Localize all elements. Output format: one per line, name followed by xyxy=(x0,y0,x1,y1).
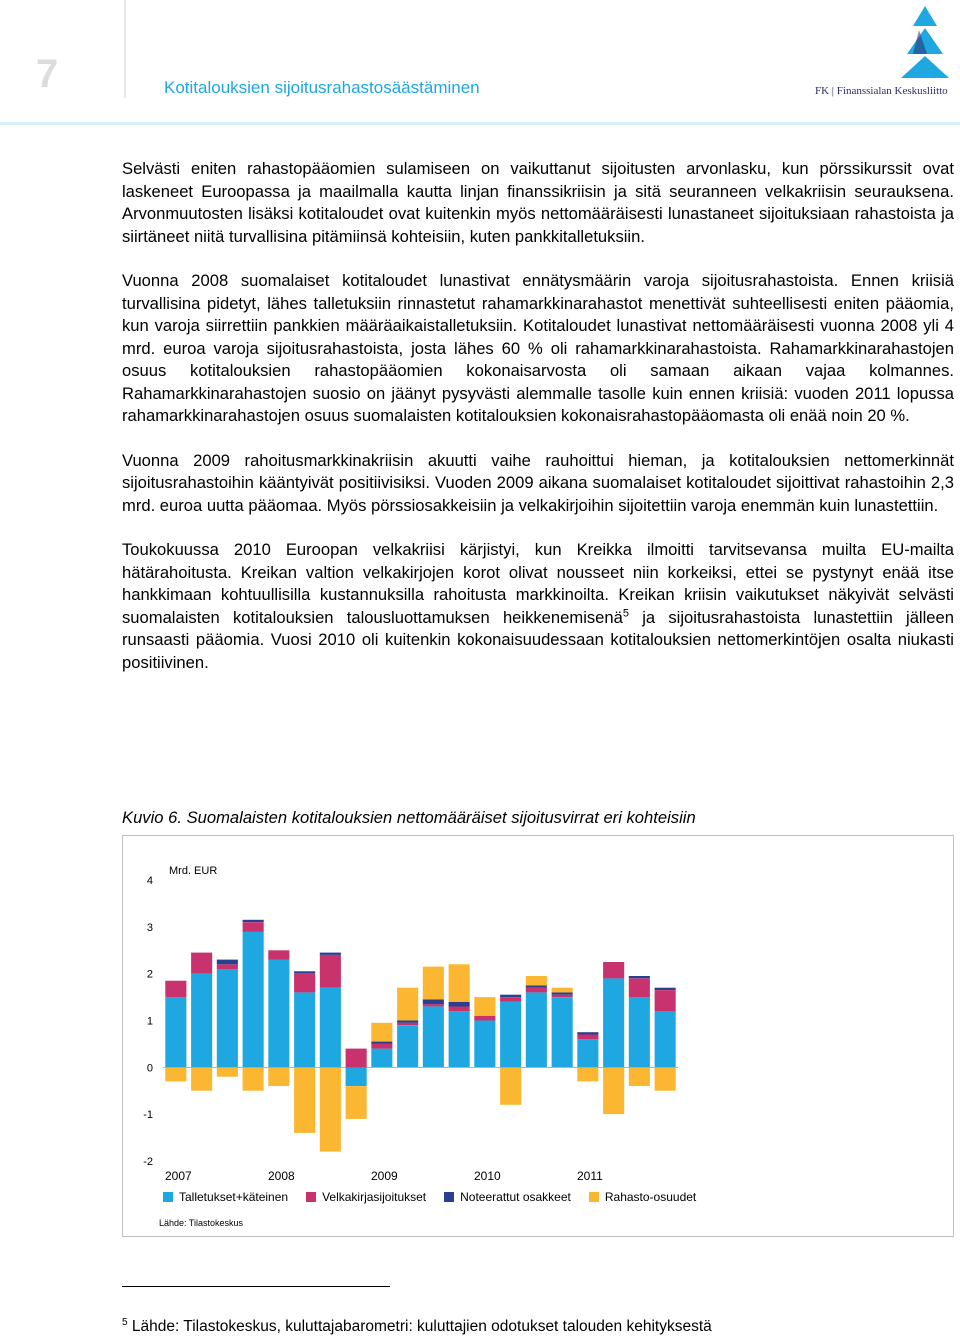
bar-segment xyxy=(423,999,444,1004)
bar-segment xyxy=(423,1006,444,1067)
bar-segment xyxy=(500,995,521,997)
bar-segment xyxy=(449,964,470,1002)
bar-segment xyxy=(371,1042,392,1044)
page-number: 7 xyxy=(36,52,59,96)
legend-item xyxy=(589,1190,696,1204)
legend-label: Talletukset+käteinen xyxy=(179,1190,289,1204)
bar-segment xyxy=(268,950,289,959)
bar-segment xyxy=(474,1016,495,1021)
bar-segment xyxy=(243,932,264,1068)
bar-segment xyxy=(320,988,341,1068)
footnote-reference[interactable]: 5 xyxy=(622,606,629,619)
bar-segment xyxy=(217,960,238,965)
logo-text: FK | Finanssialan Keskusliitto xyxy=(815,85,948,97)
bar-segment xyxy=(371,1044,392,1049)
bar-segment xyxy=(268,1067,289,1086)
legend-swatch xyxy=(306,1192,316,1202)
bar-segment xyxy=(423,1004,444,1006)
bar-segment xyxy=(655,1011,676,1067)
bar-segment xyxy=(655,1067,676,1090)
legend-label: Rahasto-osuudet xyxy=(604,1190,697,1204)
footnote-text: Lähde: Tilastokeskus, kuluttajabarometri: kuluttajien odotukset talouden kehityksestä xyxy=(131,1318,712,1335)
bar-segment xyxy=(474,1021,495,1068)
bar-segment xyxy=(500,997,521,1002)
bar-segment xyxy=(526,992,547,1067)
y-tick-label: 4 xyxy=(146,875,153,887)
legend-label: Noteerattut osakkeet xyxy=(460,1190,571,1204)
bar-segment xyxy=(191,1067,212,1090)
bar-segment xyxy=(552,995,573,997)
paragraph-2: Vuonna 2008 suomalaiset kotitaloudet lunastivat ennätysmäärin varoja sijoitusrahastoista. Ennen kriisiä turvallisina pidetyt, lähes talletuksiin rinnastetut rahamarkkinarahastot menettivät suhteellisesti eniten pääomia, kun varoja siirrettiin pankkien määräaikaistalletuksiin. Kotitaloudet lunastivat nettomääräisesti vuonna 2008 yli 4 mrd. euroa varoja sijoitusrahastoista, josta lähes 60 % oli rahamarkkinarahastoista. Rahamarkkinarahastojen osuus kotitalouksien rahastopääomien kokonaisarvosta oli samaan aikaan vajaa kolmannes. Rahamarkkinarahastojen suosio on jäänyt pysyvästi alemmalle tasolle kuin ennen kriisiä: vuoden 2011 lopussa rahamarkkinarahastojen osuus suomalaisten kotitalouksien kokonaisrahastopääomasta oli enää noin 20 %. xyxy=(122,271,954,425)
legend-item xyxy=(306,1190,426,1204)
legend-item xyxy=(163,1190,288,1204)
bar-segment xyxy=(655,990,676,1011)
bar-segment xyxy=(320,955,341,988)
bar-segment xyxy=(629,976,650,978)
footnote xyxy=(122,1318,712,1336)
x-year-label: 2008 xyxy=(268,1169,295,1183)
bar-segment xyxy=(552,997,573,1067)
bar-segment xyxy=(165,981,186,997)
bar-segment xyxy=(526,985,547,987)
bar-segment xyxy=(526,976,547,985)
bar-segment xyxy=(577,1039,598,1067)
bar-segment xyxy=(552,988,573,993)
bar-segment xyxy=(397,1023,418,1025)
bar-segment xyxy=(397,988,418,1021)
bar-segment xyxy=(294,974,315,993)
legend-swatch xyxy=(163,1192,173,1202)
bar-segment xyxy=(217,1067,238,1076)
bar-segment xyxy=(552,992,573,994)
bar-segment xyxy=(217,964,238,969)
bar-segment xyxy=(526,988,547,993)
bar-segment xyxy=(191,974,212,1068)
figure-caption: Kuvio 6. Suomalaisten kotitalouksien nettomääräiset sijoitusvirrat eri kohteisiin xyxy=(122,808,696,827)
bar-segment xyxy=(165,1067,186,1081)
header-rule xyxy=(0,122,960,125)
paragraph-4 xyxy=(122,539,954,674)
x-year-label: 2010 xyxy=(474,1169,501,1183)
bar-segment xyxy=(165,997,186,1067)
y-tick-label: 2 xyxy=(146,968,153,981)
y-tick-label: 1 xyxy=(146,1015,153,1028)
legend-label: Velkakirjasijoitukset xyxy=(322,1190,427,1204)
bar-segment xyxy=(577,1032,598,1034)
bar-segment xyxy=(449,1006,470,1011)
bar-segment xyxy=(629,978,650,997)
bar-segment xyxy=(577,1067,598,1081)
legend-swatch xyxy=(444,1192,454,1202)
bar-segment xyxy=(243,922,264,931)
bar-segment xyxy=(320,1067,341,1151)
bar-segment xyxy=(243,920,264,922)
chart-source: Lähde: Tilastokeskus xyxy=(159,1218,244,1228)
document-title: Kotitalouksien sijoitusrahastosäästäminen xyxy=(164,78,480,97)
bar-segment xyxy=(346,1049,367,1068)
bar-segment xyxy=(268,960,289,1068)
bar-segment xyxy=(294,1067,315,1133)
bar-segment xyxy=(603,978,624,1067)
bar-segment xyxy=(191,953,212,974)
bar-segment xyxy=(397,1025,418,1067)
body-text xyxy=(122,158,954,674)
bar-segment xyxy=(500,1002,521,1068)
footnote-rule xyxy=(122,1286,390,1287)
bar-segment xyxy=(655,988,676,990)
y-tick-label: -2 xyxy=(143,1156,153,1168)
paragraph-4-part-a: Toukokuussa 2010 Euroopan velkakriisi kärjistyi, kun Kreikka ilmoitti tarvitsevansa muilta EU-mailta hätärahoitusta. Kreikan valtion velkakirjojen korot olivat nousseet niin korkeiksi, ettei se pystynyt enää itse hankkimaan kohtuullisilla kustannuksilla rahoitusta markkinoilta. Kreikan kriisin vaikutukset näkyivät selvästi suomalaisten kotitalouksien talousluottamuksen heikkenemisenä xyxy=(122,540,954,627)
paragraph-4-part-b: ja sijoitusrahastoista lunastettiin jälleen runsaasti pääomia. Vuosi 2010 oli kuitenkin kokonaisuudessaan kotitalouksien nettomerkintöjen osalta niukasti positiivinen. xyxy=(122,607,954,672)
x-year-label: 2009 xyxy=(371,1169,398,1183)
bar-segment xyxy=(217,969,238,1067)
legend-item xyxy=(444,1190,571,1204)
footnote-number: 5 xyxy=(122,1316,128,1328)
chart-unit-label: Mrd. EUR xyxy=(169,865,218,877)
bar-segment xyxy=(346,1086,367,1119)
bar-segment xyxy=(603,1067,624,1114)
bar-segment xyxy=(500,1067,521,1105)
chart-legend xyxy=(163,1190,696,1204)
bar-segment xyxy=(294,992,315,1067)
y-tick-label: -1 xyxy=(143,1109,153,1122)
bar-segment xyxy=(423,967,444,1000)
bar-segment xyxy=(243,1067,264,1090)
bar-segment xyxy=(371,1049,392,1068)
bar-segment xyxy=(629,1067,650,1086)
bar-segment xyxy=(577,1035,598,1040)
legend-swatch xyxy=(589,1192,599,1202)
bar-segment xyxy=(320,953,341,955)
flows-chart xyxy=(122,835,954,1237)
y-tick-label: 0 xyxy=(146,1062,153,1075)
x-year-label: 2011 xyxy=(577,1169,603,1183)
paragraph-3: Vuonna 2009 rahoitusmarkkinakriisin akuutti vaihe rauhoittui hieman, ja kotitalouksien nettomerkinnät sijoitusrahastoihin kääntyivät positiivisiksi. Vuoden 2009 aikana suomalaiset kotitaloudet sijoittivat rahastoihin 2,3 mrd. euroa uutta pääomaa. Myös pörssiosakkeisiin ja velkakirjoihin sijoitettiin varoja enemmän kuin lunastettiin. xyxy=(122,450,954,515)
bar-segment xyxy=(603,962,624,978)
bar-segment xyxy=(449,1002,470,1007)
bar-segment xyxy=(449,1011,470,1067)
bar-segment xyxy=(397,1021,418,1023)
bar-segment xyxy=(294,971,315,973)
bar-segment xyxy=(629,997,650,1067)
x-year-label: 2007 xyxy=(165,1169,192,1183)
bar-segment xyxy=(371,1023,392,1042)
bar-segment xyxy=(474,997,495,1016)
chart-canvas xyxy=(123,836,953,1236)
paragraph-1: Selvästi eniten rahastopääomien sulamiseen on vaikuttanut sijoitusten arvonlasku, kun pörssikurssit ovat laskeneet Euroopassa ja maailmalla kautta linjan finanssikriisin ja sitä seuranneen velkakriisin seurauksena. Arvonmuutosten lisäksi kotitaloudet ovat kuitenkin myös nettomääräisesti lunastaneet sijoituksiaan rahastoista ja siirtäneet niitä turvallisina pitämiinsä kohteisiin, kuten pankkitalletuksiin. xyxy=(122,159,954,246)
bar-segment xyxy=(346,1067,367,1086)
y-tick-label: 3 xyxy=(146,921,153,934)
header-divider xyxy=(124,0,126,98)
